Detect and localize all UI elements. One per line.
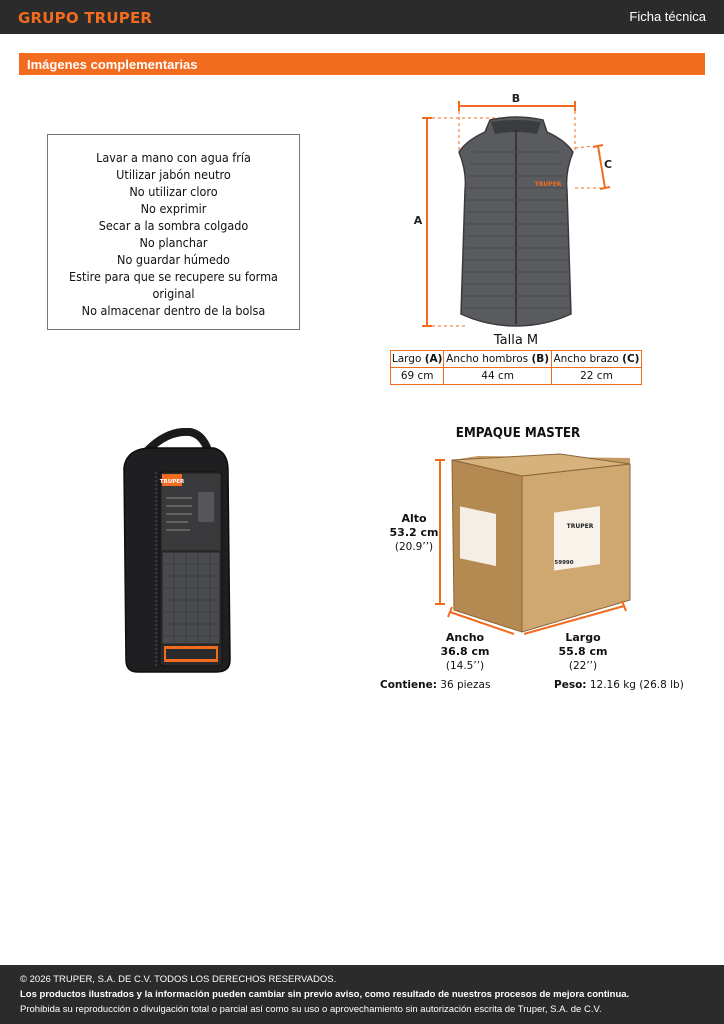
care-instruction: No almacenar dentro de la bolsa	[81, 303, 266, 318]
largo-inches: (22’’)	[568, 660, 598, 672]
alto-label: Alto	[401, 512, 427, 525]
largo-value: 55.8 cm	[558, 645, 608, 658]
dimension-c-label: C	[603, 158, 613, 171]
section-header	[19, 53, 705, 75]
care-instruction: No guardar húmedo	[117, 252, 230, 267]
box-brand-label: TRUPER	[566, 523, 594, 530]
dimension-alto	[388, 512, 440, 554]
package-weight	[554, 679, 684, 691]
package-contents	[380, 679, 490, 691]
section-title: Imágenes complementarias	[27, 57, 198, 72]
dimension-c-marker	[575, 145, 612, 189]
dimension-largo	[552, 631, 614, 673]
dimension-a-label: A	[413, 214, 423, 227]
size-header-largo: Largo (A)	[391, 351, 444, 368]
vest-dimension-illustration	[405, 90, 625, 335]
contains-value: 36 piezas	[440, 679, 491, 691]
weight-value: 12.16 kg (26.8 lb)	[589, 679, 684, 691]
footer-copyright: © 2026 TRUPER, S.A. DE C.V. TODOS LOS DERECHOS RESERVADOS.	[20, 974, 337, 985]
storage-bag-image	[118, 428, 238, 678]
size-table-header-row	[391, 351, 642, 368]
weight-label: Peso:	[554, 679, 587, 691]
care-instruction: Secar a la sombra colgado	[98, 218, 249, 233]
dimension-b-label: B	[511, 92, 521, 105]
care-instructions-box	[47, 134, 300, 330]
care-instruction: Estire para que se recupere su forma	[69, 269, 278, 284]
size-table-values-row	[391, 368, 642, 385]
care-instruction: No utilizar cloro	[129, 184, 218, 199]
ancho-label: Ancho	[445, 631, 485, 644]
size-value-ancho-brazo: 22 cm	[551, 368, 641, 385]
dimension-ancho	[436, 631, 494, 673]
brand-logo: GRUPO TRUPER	[18, 9, 153, 27]
box-code-label: 59990	[554, 560, 574, 566]
ancho-inches: (14.5’’)	[445, 660, 485, 672]
care-instruction: Lavar a mano con agua fría	[96, 150, 251, 165]
master-box-illustration	[430, 450, 640, 645]
master-package-title: EMPAQUE MASTER	[455, 426, 581, 441]
footer	[0, 965, 724, 1024]
header-bar	[0, 0, 724, 34]
size-header-ancho-hombros: Ancho hombros (B)	[444, 351, 552, 368]
ancho-value: 36.8 cm	[440, 645, 490, 658]
document-type: Ficha técnica	[629, 9, 706, 24]
bag-brand-label: TRUPER	[159, 479, 185, 485]
vest-brand-label: TRUPER	[534, 181, 562, 188]
care-instruction: No planchar	[139, 235, 208, 250]
size-table	[390, 350, 642, 385]
care-instruction: No exprimir	[140, 201, 207, 216]
alto-inches: (20.9’’)	[394, 541, 434, 553]
care-instructions-list	[48, 149, 299, 319]
alto-value: 53.2 cm	[389, 526, 439, 539]
contains-label: Contiene:	[380, 679, 437, 691]
box-image	[452, 454, 630, 632]
size-value-ancho-hombros: 44 cm	[444, 368, 552, 385]
care-instruction: original	[152, 286, 195, 301]
largo-label: Largo	[565, 631, 601, 644]
vest-image	[459, 117, 573, 326]
footer-notice: Los productos ilustrados y la información pueden cambiar sin previo aviso, como resultado de nuestros procesos de mejora continua.	[20, 989, 630, 1000]
size-title: Talla M	[493, 333, 539, 348]
footer-prohibition: Prohibida su reproducción o divulgación total o parcial así como su uso o aprovechamiento sin autorización escrita de Truper, S.A. de C.V.	[20, 1004, 602, 1015]
care-instruction: Utilizar jabón neutro	[116, 167, 231, 182]
size-value-largo: 69 cm	[391, 368, 444, 385]
size-header-ancho-brazo: Ancho brazo (C)	[551, 351, 641, 368]
